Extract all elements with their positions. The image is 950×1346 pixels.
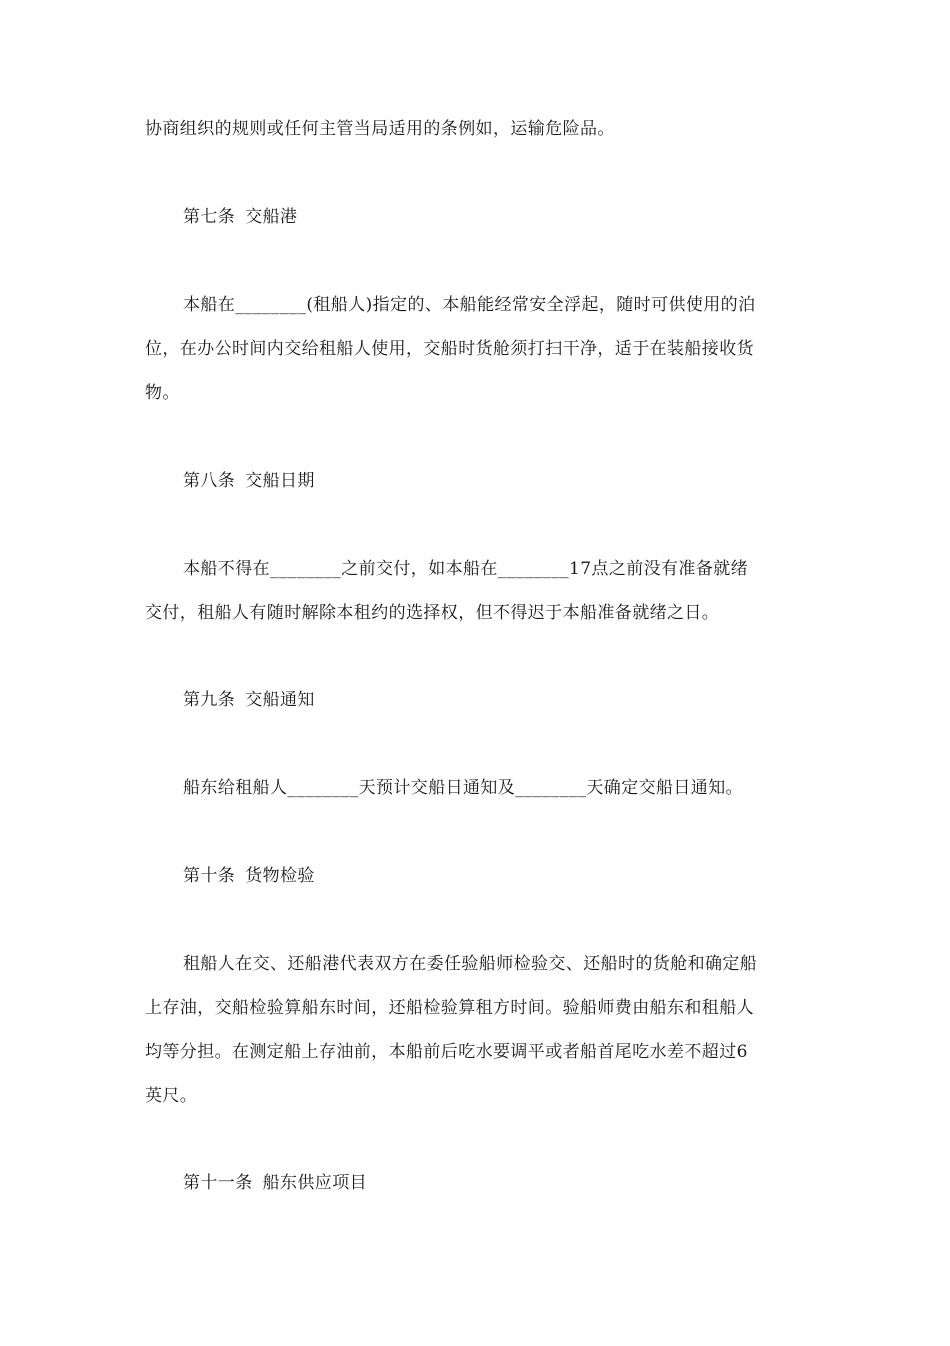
article-title: 交船通知 <box>245 690 315 710</box>
article-number: 第九条 <box>183 690 236 710</box>
article-10-heading <box>183 865 815 887</box>
paragraph-line: 本船在________(租船人)指定的、本船能经常安全浮起，随时可供使用的泊 <box>183 295 756 315</box>
article-8-heading <box>183 470 815 492</box>
article-9-heading <box>183 689 815 711</box>
paragraph-line: 租船人在交、还船港代表双方在委任验船师检验交、还船时的货舱和确定船 <box>183 954 758 974</box>
article-title: 交船日期 <box>245 471 315 491</box>
paragraph-line: 协商组织的规则或任何主管当局适用的条例如，运输危险品。 <box>145 119 615 139</box>
article-number: 第十条 <box>183 866 236 886</box>
article-number: 第七条 <box>183 207 236 227</box>
article-title: 货物检验 <box>245 866 315 886</box>
paragraph-line: 交付，租船人有随时解除本租约的选择权，但不得迟于本船准备就绪之日。 <box>145 603 720 623</box>
paragraph-line: 上存油，交船检验算船东时间，还船检验算租方时间。验船师费由船东和租船人 <box>145 998 754 1018</box>
article-11-heading <box>183 1172 815 1194</box>
article-7-heading <box>183 206 815 228</box>
paragraph-line: 船东给租船人________天预计交船日通知及________天确定交船日通知。 <box>183 778 743 798</box>
paragraph-line: 英尺。 <box>145 1086 198 1106</box>
article-number: 第八条 <box>183 471 236 491</box>
article-title: 船东供应项目 <box>262 1173 368 1193</box>
article-number: 第十一条 <box>183 1173 253 1193</box>
paragraph-line: 物。 <box>145 383 180 403</box>
paragraph-line: 本船不得在________之前交付，如本船在________17点之前没有准备就绪 <box>183 559 749 579</box>
paragraph-line: 位，在办公时间内交给租船人使用，交船时货舱须打扫干净，适于在装船接收货 <box>145 339 754 359</box>
article-title: 交船港 <box>245 207 298 227</box>
paragraph-line: 均等分担。在测定船上存油前，本船前后吃水要调平或者船首尾吃水差不超过6 <box>145 1042 748 1062</box>
